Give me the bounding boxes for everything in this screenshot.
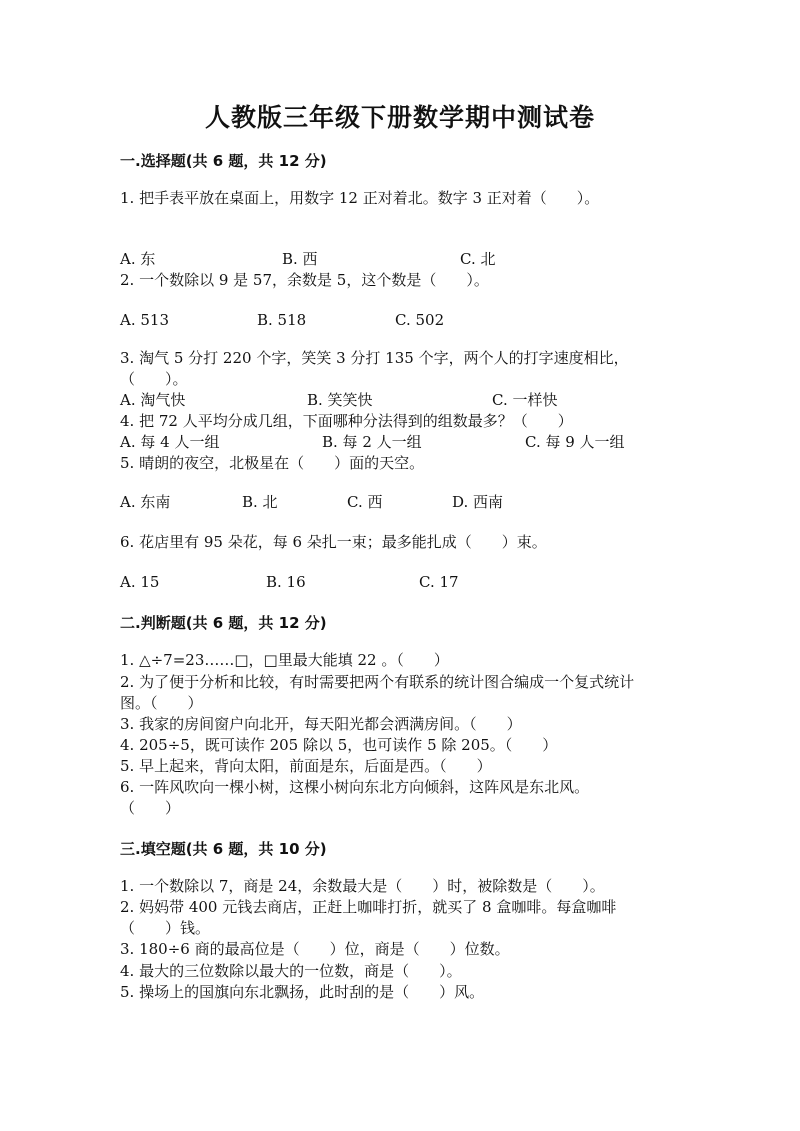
option-a: A. 东 bbox=[120, 250, 156, 268]
fill-line: 3. 180÷6 商的最高位是（ ）位，商是（ ）位数。 bbox=[120, 940, 510, 958]
option-b: B. 北 bbox=[242, 493, 278, 511]
question-text: 6. 花店里有 95 朵花，每 6 朵扎一束；最多能扎成（ ）束。 bbox=[120, 533, 547, 551]
section-heading-fill: 三.填空题(共 6 题，共 10 分) bbox=[120, 840, 327, 858]
option-a: A. 15 bbox=[120, 573, 160, 591]
fill-line: 4. 最大的三位数除以最大的一位数，商是（ ）。 bbox=[120, 962, 462, 980]
question-text: 5. 晴朗的夜空，北极星在（ ）面的天空。 bbox=[120, 454, 425, 472]
fill-line: 1. 一个数除以 7，商是 24，余数最大是（ ）时，被除数是（ ）。 bbox=[120, 877, 605, 895]
judgement-line: 6. 一阵风吹向一棵小树，这棵小树向东北方向倾斜，这阵风是东北风。 bbox=[120, 778, 590, 796]
fill-line: 5. 操场上的国旗向东北飘扬，此时刮的是（ ）风。 bbox=[120, 983, 485, 1001]
option-b: B. 笑笑快 bbox=[307, 391, 373, 409]
section-heading-choice: 一.选择题(共 6 题，共 12 分) bbox=[120, 152, 327, 170]
option-a: A. 每 4 人一组 bbox=[120, 433, 220, 451]
question-text: 4. 把 72 人平均分成几组，下面哪种分法得到的组数最多？（ ） bbox=[120, 412, 573, 430]
option-a: A. 淘气快 bbox=[120, 391, 186, 409]
option-c: C. 北 bbox=[460, 250, 496, 268]
option-c: C. 每 9 人一组 bbox=[525, 433, 625, 451]
judgement-line: （ ） bbox=[120, 799, 181, 817]
judgement-line: 1. △÷7=23……□，□里最大能填 22 。（ ） bbox=[120, 651, 449, 669]
page-title: 人教版三年级下册数学期中测试卷 bbox=[204, 103, 595, 132]
section-heading-judgement: 二.判断题(共 6 题，共 12 分) bbox=[120, 614, 327, 632]
option-b: B. 每 2 人一组 bbox=[322, 433, 422, 451]
option-c: C. 17 bbox=[419, 573, 459, 591]
judgement-line: 3. 我家的房间窗户向北开，每天阳光都会洒满房间。（ ） bbox=[120, 715, 522, 733]
question-text-cont: （ ）。 bbox=[120, 370, 188, 388]
option-c: C. 一样快 bbox=[492, 391, 558, 409]
option-a: A. 513 bbox=[120, 311, 169, 329]
judgement-line: 5. 早上起来，背向太阳，前面是东，后面是西。（ ） bbox=[120, 757, 492, 775]
option-a: A. 东南 bbox=[120, 493, 171, 511]
fill-line: （ ）钱。 bbox=[120, 919, 211, 937]
option-b: B. 16 bbox=[266, 573, 306, 591]
judgement-line: 4. 205÷5，既可读作 205 除以 5，也可读作 5 除 205。（ ） bbox=[120, 736, 558, 754]
option-b: B. 518 bbox=[257, 311, 307, 329]
question-text: 3. 淘气 5 分打 220 个字，笑笑 3 分打 135 个字，两个人的打字速度相比， bbox=[120, 349, 629, 367]
option-b: B. 西 bbox=[282, 250, 318, 268]
option-d: D. 西南 bbox=[452, 493, 504, 511]
judgement-line: 图。（ ） bbox=[120, 694, 203, 712]
judgement-line: 2. 为了便于分析和比较，有时需要把两个有联系的统计图合编成一个复式统计 bbox=[120, 673, 635, 691]
question-text: 2. 一个数除以 9 是 57，余数是 5，这个数是（ ）。 bbox=[120, 271, 489, 289]
option-c: C. 西 bbox=[347, 493, 383, 511]
question-text: 1. 把手表平放在桌面上，用数字 12 正对着北。数字 3 正对着（ ）。 bbox=[120, 189, 600, 207]
option-c: C. 502 bbox=[395, 311, 445, 329]
fill-line: 2. 妈妈带 400 元钱去商店，正赶上咖啡打折，就买了 8 盒咖啡。每盒咖啡 bbox=[120, 898, 617, 916]
